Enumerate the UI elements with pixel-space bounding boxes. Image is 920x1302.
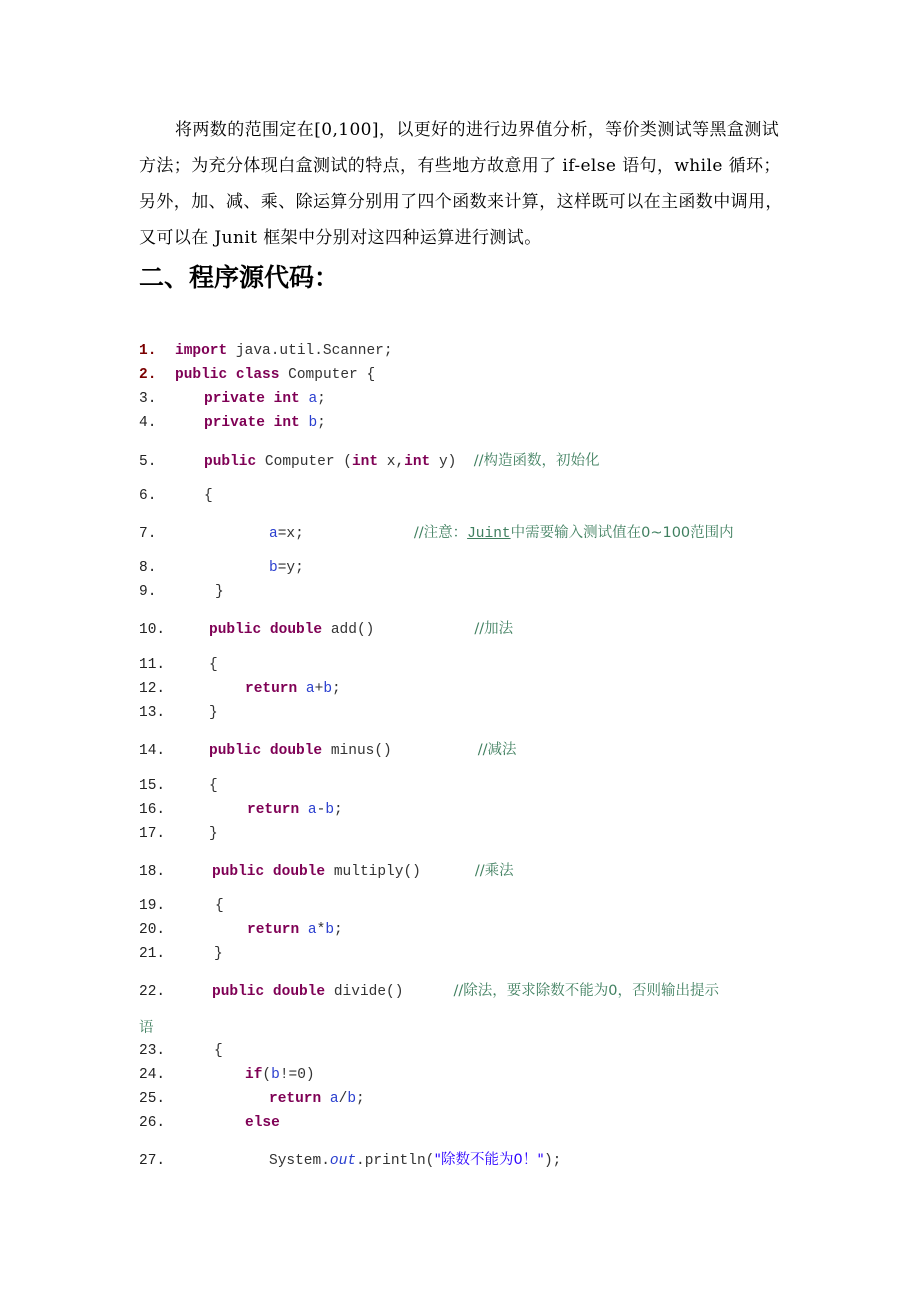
code-line xyxy=(139,775,218,797)
code-text: ; xyxy=(317,391,326,407)
code-line xyxy=(139,678,341,700)
field-name: b xyxy=(325,802,335,818)
comment-text: //注意： xyxy=(413,525,468,541)
line-number: 11. xyxy=(139,657,166,673)
line-number: 6. xyxy=(139,488,157,504)
code-text: ; xyxy=(332,681,341,697)
keyword: int xyxy=(351,454,379,470)
code-comment xyxy=(414,525,734,541)
line-number: 12. xyxy=(139,681,166,697)
intro-paragraph: 将两数的范围定在[0,100]，以更好的进行边界值分析，等价类测试等黑盒测试方法；为充分体现白盒测试的特点，有些地方故意用了 if-else 语句，while 循环；另外，加、减、乘、除运算分别用了四个函数来计算，这样既可以在主函数中调用，又可以在 Junit 框架中分别对这四种运算进行测试。 xyxy=(139,120,783,248)
code-text: .println( xyxy=(356,1153,435,1169)
code-text: { xyxy=(204,488,213,504)
code-line xyxy=(139,364,375,386)
code-line xyxy=(139,739,517,761)
line-number: 16. xyxy=(139,802,166,818)
keyword: private xyxy=(204,391,265,407)
line-number: 5. xyxy=(139,454,157,470)
code-text: } xyxy=(214,946,223,962)
keyword: int xyxy=(404,454,431,470)
code-line xyxy=(139,860,514,882)
code-line xyxy=(139,799,343,821)
keyword: double xyxy=(269,743,323,759)
code-line xyxy=(139,450,600,472)
line-number: 23. xyxy=(139,1043,166,1059)
field-name: a xyxy=(307,922,317,938)
line-number: 4. xyxy=(139,415,157,431)
keyword: int xyxy=(273,391,300,407)
line-number: 22. xyxy=(139,984,166,1000)
line-number: 24. xyxy=(139,1067,166,1083)
code-text: =x; xyxy=(277,526,304,542)
comment-text: 中需要输入测试值在0~100范围内 xyxy=(510,525,734,541)
keyword: private xyxy=(204,415,265,431)
code-line xyxy=(139,618,513,640)
field-name: b xyxy=(269,560,278,576)
field-name: b xyxy=(308,415,318,431)
line-number: 13. xyxy=(139,705,166,721)
line-number: 7. xyxy=(139,526,157,542)
code-comment: //构造函数，初始化 xyxy=(473,453,600,469)
keyword: public xyxy=(212,984,265,1000)
code-text: minus() xyxy=(322,743,392,759)
field-name: a xyxy=(305,681,315,697)
code-text: ( xyxy=(262,1067,272,1083)
keyword: public xyxy=(209,622,262,638)
line-number: 3. xyxy=(139,391,157,407)
code-text: } xyxy=(215,584,224,600)
keyword: import xyxy=(175,343,228,359)
code-text: ; xyxy=(317,415,326,431)
code-text: !=0) xyxy=(279,1067,315,1083)
keyword: return xyxy=(247,922,300,938)
code-comment-continuation: 语 xyxy=(139,1020,154,1036)
code-text: + xyxy=(314,681,324,697)
code-line xyxy=(139,1149,561,1171)
line-number: 18. xyxy=(139,864,166,880)
code-text: x, xyxy=(378,454,405,470)
code-comment: //乘法 xyxy=(474,863,514,879)
code-text: } xyxy=(209,705,218,721)
keyword: int xyxy=(273,415,300,431)
field-name: b xyxy=(323,681,333,697)
field-name: b xyxy=(271,1067,280,1083)
code-text: ; xyxy=(334,802,343,818)
keyword: public xyxy=(209,743,262,759)
line-number: 20. xyxy=(139,922,166,938)
code-line xyxy=(139,1088,365,1110)
comment-text: Juint xyxy=(467,526,511,542)
code-text: Computer { xyxy=(279,367,376,383)
keyword: public xyxy=(175,367,228,383)
field-name: b xyxy=(347,1091,357,1107)
code-line xyxy=(139,1040,223,1062)
code-line xyxy=(139,980,719,1002)
line-number: 8. xyxy=(139,560,157,576)
string-literal: "除数不能为0！" xyxy=(434,1152,544,1168)
keyword: double xyxy=(269,622,323,638)
code-line xyxy=(139,388,326,410)
line-number: 17. xyxy=(139,826,166,842)
code-text: { xyxy=(209,657,218,673)
field-name: b xyxy=(325,922,335,938)
code-comment: //减法 xyxy=(477,742,517,758)
code-line xyxy=(139,919,343,941)
line-number: 19. xyxy=(139,898,166,914)
code-text: ; xyxy=(356,1091,365,1107)
code-text: add() xyxy=(322,622,375,638)
code-line xyxy=(139,522,734,544)
code-text: / xyxy=(338,1091,348,1107)
code-text: { xyxy=(215,898,224,914)
code-text: divide() xyxy=(325,984,404,1000)
code-text: { xyxy=(209,778,218,794)
code-comment: //加法 xyxy=(474,621,514,637)
keyword: public xyxy=(204,454,257,470)
code-line xyxy=(139,581,224,603)
code-comment: //除法，要求除数不能为0，否则输出提示 xyxy=(453,983,719,999)
code-line xyxy=(139,557,304,579)
code-line xyxy=(139,943,223,965)
line-number: 27. xyxy=(139,1153,166,1169)
line-number: 9. xyxy=(139,584,157,600)
code-text: * xyxy=(316,922,326,938)
field-name: a xyxy=(307,802,317,818)
field-name: a xyxy=(329,1091,339,1107)
code-text: } xyxy=(209,826,218,842)
code-line xyxy=(139,654,218,676)
keyword: return xyxy=(245,681,298,697)
line-number: 10. xyxy=(139,622,166,638)
keyword: double xyxy=(272,864,326,880)
section-heading: 二、程序源代码： xyxy=(139,263,340,292)
code-text: ); xyxy=(543,1153,562,1169)
code-text: { xyxy=(214,1043,223,1059)
code-line xyxy=(139,1112,280,1134)
static-field: out xyxy=(329,1153,357,1169)
keyword: return xyxy=(247,802,300,818)
code-text: Computer ( xyxy=(256,454,352,470)
code-line xyxy=(139,485,213,507)
line-number: 14. xyxy=(139,743,166,759)
line-number: 25. xyxy=(139,1091,166,1107)
code-line xyxy=(139,823,218,845)
field-name: a xyxy=(269,526,278,542)
code-text: java.util.Scanner; xyxy=(227,343,393,359)
code-text: y) xyxy=(430,454,474,470)
code-text: - xyxy=(316,802,326,818)
line-number: 1. xyxy=(139,343,157,359)
keyword: return xyxy=(269,1091,322,1107)
keyword: double xyxy=(272,984,326,1000)
code-line xyxy=(139,895,224,917)
keyword: if xyxy=(245,1067,263,1083)
line-number: 26. xyxy=(139,1115,166,1131)
field-name: a xyxy=(308,391,318,407)
code-text: System. xyxy=(269,1153,330,1169)
code-line xyxy=(139,702,218,724)
keyword: else xyxy=(245,1115,280,1131)
line-number: 21. xyxy=(139,946,166,962)
keyword: class xyxy=(235,367,280,383)
code-text: multiply() xyxy=(325,864,421,880)
code-text: =y; xyxy=(277,560,304,576)
code-line xyxy=(139,340,393,362)
code-line xyxy=(139,1064,315,1086)
code-text: ; xyxy=(334,922,343,938)
line-number: 2. xyxy=(139,367,157,383)
line-number: 15. xyxy=(139,778,166,794)
code-line xyxy=(139,412,326,434)
keyword: public xyxy=(212,864,265,880)
